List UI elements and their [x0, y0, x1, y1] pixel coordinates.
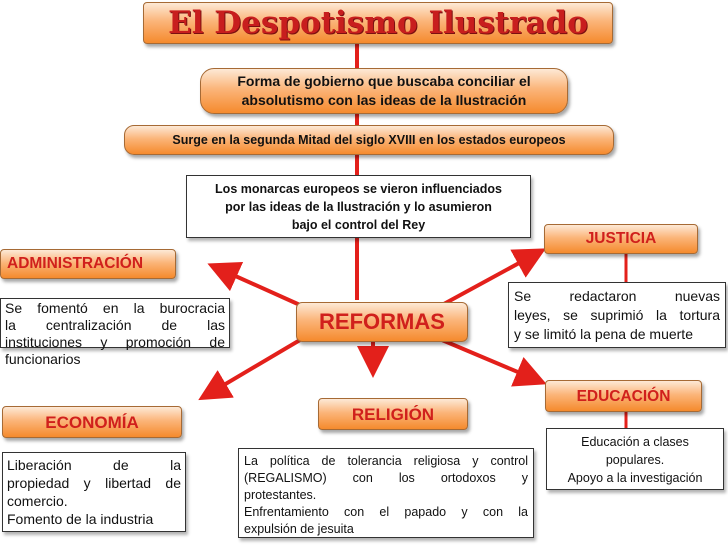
reformas-label: REFORMAS — [319, 309, 445, 334]
educacion-text-box — [546, 428, 724, 490]
religion-label: RELIGIÓN — [351, 405, 435, 424]
justicia-line-3: y se limitó la pena de muerte — [514, 326, 693, 342]
period-text: Surge en la segunda Mitad del siglo XVIII en los estados europeos — [172, 133, 566, 147]
economia-line-4: Fomento de la industria — [7, 511, 154, 527]
reformas-box — [296, 302, 468, 342]
title-box — [143, 2, 613, 44]
influence-line-3: bajo el control del Rey — [291, 218, 426, 232]
justicia-line-2: leyes, se suprimió la tortura — [514, 307, 720, 323]
influence-line-1: Los monarcas europeos se vieron influenciados — [215, 182, 502, 196]
influence-line-2: por las ideas de la Ilustración y lo asumieron — [225, 200, 492, 214]
administracion-line-2: la centralización de las — [5, 317, 225, 333]
justicia-label: JUSTICIA — [585, 230, 657, 247]
religion-line-4: Enfrentamiento con el papado y con la — [244, 505, 528, 519]
economia-label-box — [2, 406, 182, 438]
justicia-text-box — [508, 282, 726, 348]
administracion-line-3: instituciones y promoción de — [5, 334, 225, 350]
religion-line-2: (REGALISMO) con los ortodoxos y — [244, 471, 528, 485]
administracion-line-1: Se fomentó en la burocracia — [5, 300, 225, 316]
economia-line-3: comercio. — [7, 493, 68, 509]
page-title: El Despotismo Ilustrado — [168, 5, 588, 41]
definition-line-1: Forma de gobierno que buscaba conciliar el — [237, 73, 531, 89]
educacion-line-1: Educación a clases — [581, 435, 689, 449]
religion-line-5: expulsión de jesuita — [244, 522, 354, 536]
administracion-text-box — [0, 298, 230, 367]
definition-box — [200, 68, 568, 114]
educacion-line-2: populares. — [605, 453, 665, 467]
religion-line-3: protestantes. — [244, 488, 317, 502]
economia-text-box — [2, 452, 186, 532]
justicia-label-box — [544, 224, 698, 254]
educacion-label: EDUCACIÓN — [576, 388, 671, 405]
justicia-line-1: Se redactaron nuevas — [514, 288, 720, 304]
arrow-administracion — [222, 270, 300, 305]
religion-line-1: La política de tolerancia religiosa y control — [244, 454, 528, 468]
period-box — [124, 125, 614, 155]
economia-line-2: propiedad y libertad de — [7, 475, 181, 491]
economia-line-1: Liberación de la — [7, 457, 181, 473]
influence-box — [186, 175, 531, 238]
educacion-line-3: Apoyo a la investigación — [567, 471, 703, 485]
administracion-label-box — [0, 249, 176, 279]
administracion-label: ADMINISTRACIÓN — [7, 255, 144, 272]
educacion-label-box — [545, 380, 702, 412]
definition-line-2: absolutismo con las ideas de la Ilustración — [241, 92, 527, 108]
religion-label-box — [318, 398, 468, 430]
economia-label: ECONOMÍA — [45, 413, 139, 432]
religion-text-box — [238, 448, 534, 538]
administracion-line-4: funcionarios — [5, 351, 81, 367]
